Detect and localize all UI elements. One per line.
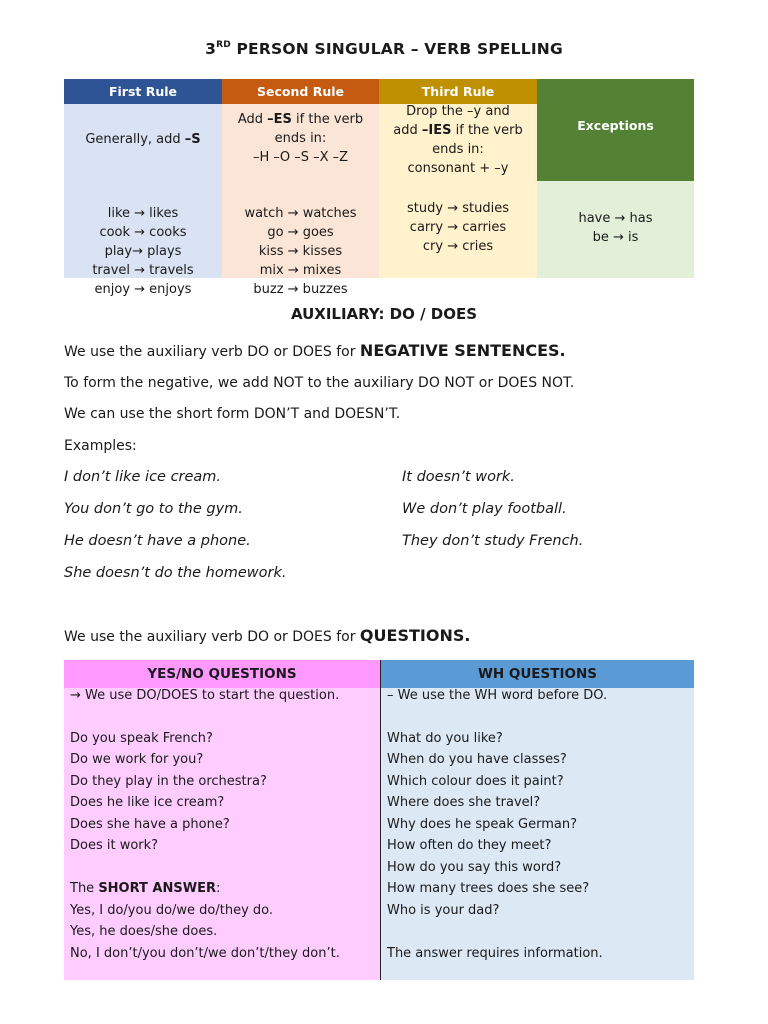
short-answer-label: The SHORT ANSWER: — [70, 881, 221, 896]
second-rule-text: Add –ES if the verb ends in: –H –O –S –X –Z — [237, 112, 364, 165]
third-rule-header: Third Rule — [379, 79, 537, 104]
question-example: When do you have classes? — [387, 752, 567, 767]
example-item: cook → cooks — [99, 225, 187, 240]
example-item: play→ plays — [104, 244, 182, 259]
first-rule-examples — [64, 204, 222, 299]
question-example: Does it work? — [70, 838, 159, 853]
example-item: travel → travels — [92, 263, 194, 278]
negative-rule: To form the negative, we add NOT to the auxiliary DO NOT or DOES NOT. — [64, 375, 575, 391]
short-answer: No, I don’t/you don’t/we don’t/they don’t. — [70, 946, 340, 961]
negative-example: We don’t play football. — [402, 501, 567, 517]
example-item: mix → mixes — [259, 263, 342, 278]
negative-example: He doesn’t have a phone. — [64, 533, 251, 549]
question-example: Does she have a phone? — [70, 817, 230, 832]
exceptions-column — [537, 79, 694, 278]
second-rule-header: Second Rule — [222, 79, 379, 104]
example-item: like → likes — [107, 206, 179, 221]
first-rule-header: First Rule — [64, 79, 222, 104]
second-rule-examples — [222, 204, 379, 299]
questions-intro: We use the auxiliary verb DO or DOES for QUESTIONS. — [64, 626, 471, 645]
exceptions-header: Exceptions — [537, 79, 694, 181]
yes-no-questions-header: YES/NO QUESTIONS — [64, 660, 380, 688]
question-example: Who is your dad? — [387, 903, 500, 918]
question-example: Why does he speak German? — [387, 817, 578, 832]
example-item: be → is — [592, 230, 639, 245]
short-answer: Yes, I do/you do/we do/they do. — [70, 903, 274, 918]
example-item: have → has — [578, 211, 653, 226]
example-item: cry → cries — [422, 239, 494, 254]
negative-example: They don’t study French. — [402, 533, 584, 549]
yes-no-questions-column — [64, 660, 381, 980]
question-example: How do you say this word? — [387, 860, 562, 875]
wh-intro: – We use the WH word before DO. — [387, 688, 608, 703]
yes-no-intro: → We use DO/DOES to start the question. — [70, 688, 340, 703]
question-example: Does he like ice cream? — [70, 795, 225, 810]
wh-questions-column — [381, 660, 694, 980]
negative-example: I don’t like ice cream. — [64, 469, 222, 485]
example-item: buzz → buzzes — [253, 282, 348, 297]
short-form-note: We can use the short form DON’T and DOESN’T. — [64, 406, 401, 422]
example-item: study → studies — [407, 201, 509, 216]
spelling-rules-table — [64, 79, 694, 297]
example-item: carry → carries — [409, 220, 507, 235]
wh-answer-note: The answer requires information. — [387, 946, 603, 961]
short-answer: Yes, he does/she does. — [70, 924, 218, 939]
first-rule-text: Generally, add –S — [85, 132, 201, 147]
question-example: Do we work for you? — [70, 752, 204, 767]
second-rule-column — [222, 79, 379, 297]
questions-table — [64, 660, 694, 980]
exceptions-examples — [537, 209, 694, 247]
first-rule-column — [64, 79, 222, 297]
question-example: What do you like? — [387, 731, 503, 746]
auxiliary-title: AUXILIARY: DO / DOES — [290, 305, 478, 323]
page-title: 3RD PERSON SINGULAR – VERB SPELLING — [205, 39, 563, 58]
example-item: watch → watches — [244, 206, 357, 221]
negative-example: It doesn’t work. — [402, 469, 515, 485]
negative-example: She doesn’t do the homework. — [64, 565, 287, 581]
example-item: go → goes — [267, 225, 334, 240]
question-example: How often do they meet? — [387, 838, 552, 853]
question-example: Where does she travel? — [387, 795, 541, 810]
third-rule-text: Drop the –y and add –IES if the verb ends in: consonant + –y — [393, 104, 523, 176]
third-rule-examples — [379, 199, 537, 256]
negative-intro: We use the auxiliary verb DO or DOES for NEGATIVE SENTENCES. — [64, 341, 566, 360]
question-example: Do they play in the orchestra? — [70, 774, 267, 789]
wh-questions-header: WH QUESTIONS — [381, 660, 694, 688]
examples-label: Examples: — [64, 438, 137, 454]
example-item: enjoy → enjoys — [94, 282, 192, 297]
third-rule-column — [379, 79, 537, 278]
negative-example: You don’t go to the gym. — [64, 501, 243, 517]
question-example: How many trees does she see? — [387, 881, 590, 896]
question-example: Do you speak French? — [70, 731, 213, 746]
example-item: kiss → kisses — [258, 244, 343, 259]
question-example: Which colour does it paint? — [387, 774, 564, 789]
